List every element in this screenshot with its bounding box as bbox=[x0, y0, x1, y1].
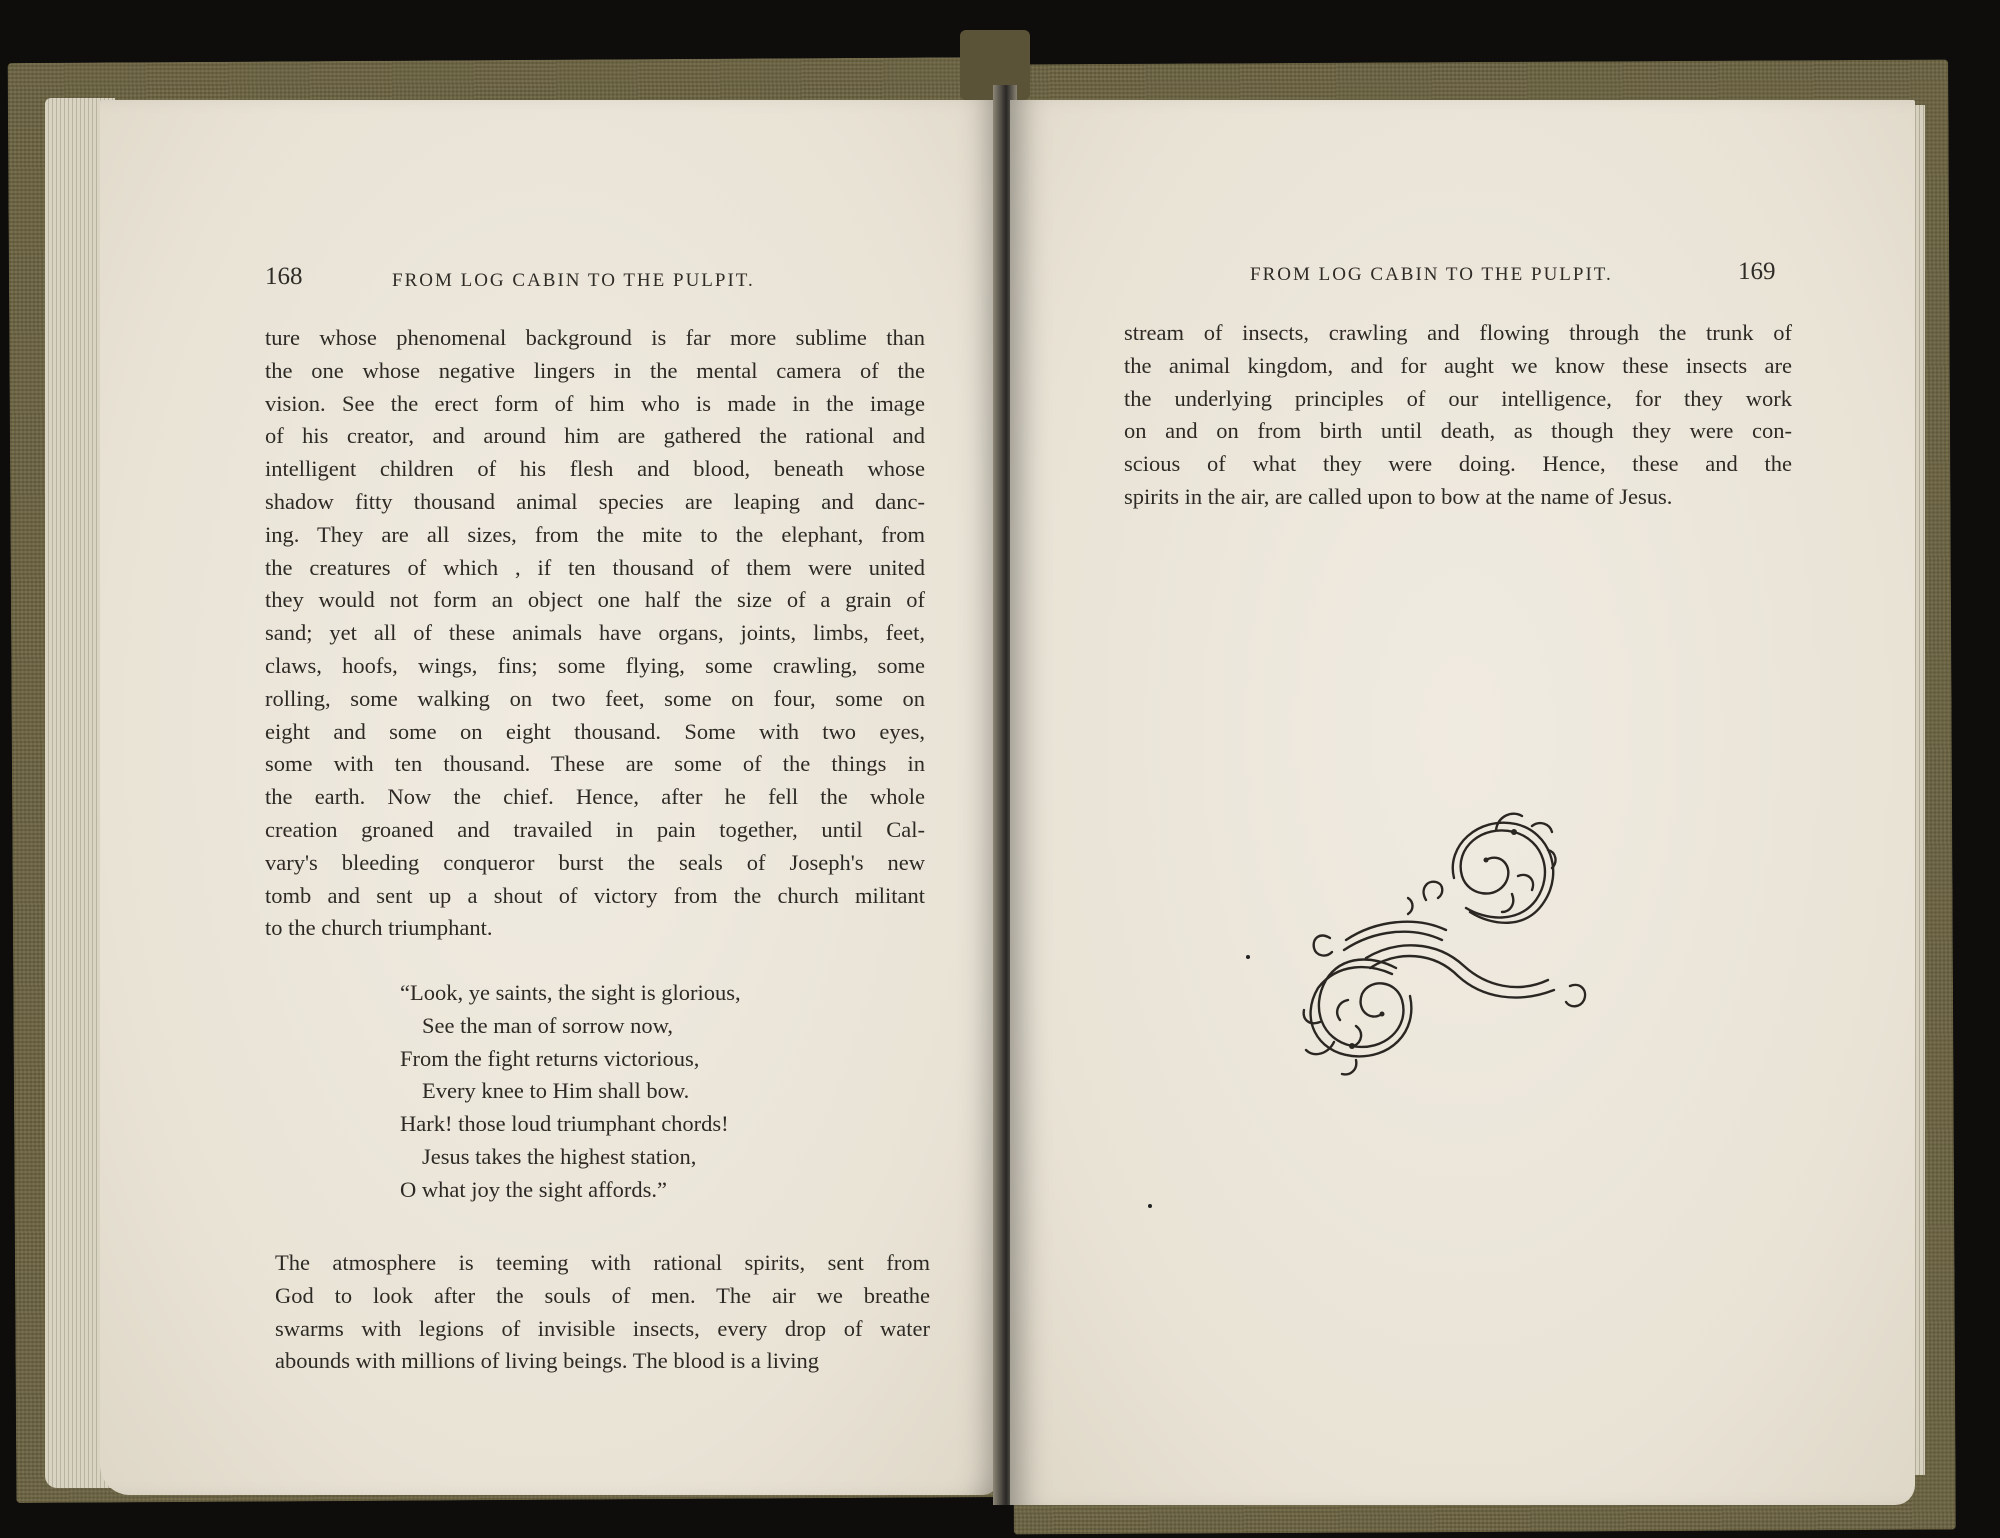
text-line: God to look after the souls of men. The air we breathe bbox=[275, 1282, 930, 1308]
text-line: on and on from birth until death, as though they were con- bbox=[1124, 418, 1792, 444]
text-line: vision. See the erect form of him who is made in the image bbox=[265, 390, 925, 416]
text-line: The atmosphere is teeming with rational spirits, sent from bbox=[275, 1250, 930, 1275]
text-line: the earth. Now the chief. Hence, after he fell the whole bbox=[265, 784, 925, 810]
verse-line: Every knee to Him shall bow. bbox=[422, 1078, 690, 1104]
text-line: the animal kingdom, and for aught we know these insects are bbox=[1124, 352, 1792, 378]
page-number-left: 168 bbox=[265, 263, 303, 290]
text-line: shadow fitty thousand animal species are leaping and danc- bbox=[265, 488, 925, 514]
text-line: intelligent children of his flesh and blood, beneath whose bbox=[265, 456, 925, 482]
running-head-right: FROM LOG CABIN TO THE PULPIT. bbox=[1250, 264, 1613, 285]
text-line: swarms with legions of invisible insects, every drop of water bbox=[275, 1315, 930, 1341]
text-line: some with ten thousand. These are some of the things in bbox=[265, 751, 925, 777]
text-line: the creatures of which , if ten thousand of them were united bbox=[265, 554, 925, 580]
left-closing-paragraph bbox=[275, 1247, 930, 1378]
scroll-ornament-icon bbox=[1286, 790, 1626, 1080]
running-head-left: FROM LOG CABIN TO THE PULPIT. bbox=[392, 270, 755, 291]
text-line: sand; yet all of these animals have organs, joints, limbs, feet, bbox=[265, 620, 925, 646]
ink-speck bbox=[1148, 1204, 1152, 1208]
text-line: spirits in the air, are called upon to bow at the name of Jesus. bbox=[1124, 483, 1673, 509]
right-paragraph bbox=[1124, 317, 1792, 514]
verse-line: See the man of sorrow now, bbox=[422, 1012, 673, 1038]
verse-line: “Look, ye saints, the sight is glorious, bbox=[400, 980, 741, 1005]
verse-line: Jesus takes the highest station, bbox=[422, 1143, 697, 1169]
left-paragraph bbox=[265, 322, 925, 945]
text-line: eight and some on eight thousand. Some with two eyes, bbox=[265, 718, 925, 744]
ink-speck bbox=[1246, 955, 1250, 959]
text-line: rolling, some walking on two feet, some on four, some on bbox=[265, 685, 925, 711]
text-line: ture whose phenomenal background is far more sublime than bbox=[265, 325, 925, 350]
text-line: claws, hoofs, wings, fins; some flying, some crawling, some bbox=[265, 652, 925, 678]
right-page bbox=[1010, 100, 1915, 1505]
text-line: scious of what they were doing. Hence, these and the bbox=[1124, 451, 1792, 477]
text-line: stream of insects, crawling and flowing through the trunk of bbox=[1124, 320, 1792, 345]
text-line: ing. They are all sizes, from the mite to the elephant, from bbox=[265, 521, 925, 547]
page-number-right: 169 bbox=[1738, 258, 1776, 285]
text-line: tomb and sent up a shout of victory from the church militant bbox=[265, 882, 925, 908]
verse-quotation bbox=[400, 977, 741, 1207]
text-line: of his creator, and around him are gathered the rational and bbox=[265, 423, 925, 449]
text-line: they would not form an object one half the size of a grain of bbox=[265, 587, 925, 613]
text-line: to the church triumphant. bbox=[265, 915, 493, 941]
text-line: the underlying principles of our intelligence, for they work bbox=[1124, 385, 1792, 411]
verse-line: Hark! those loud triumphant chords! bbox=[400, 1111, 729, 1137]
text-line: vary's bleeding conqueror burst the seals of Joseph's new bbox=[265, 849, 925, 875]
text-line: abounds with millions of living beings. The blood is a living bbox=[275, 1348, 819, 1374]
left-page bbox=[100, 100, 1000, 1495]
text-line: creation groaned and travailed in pain together, until Cal- bbox=[265, 816, 925, 842]
verse-line: O what joy the sight affords.” bbox=[400, 1176, 668, 1202]
verse-line: From the fight returns victorious, bbox=[400, 1045, 700, 1071]
text-line: the one whose negative lingers in the mental camera of the bbox=[265, 357, 925, 383]
